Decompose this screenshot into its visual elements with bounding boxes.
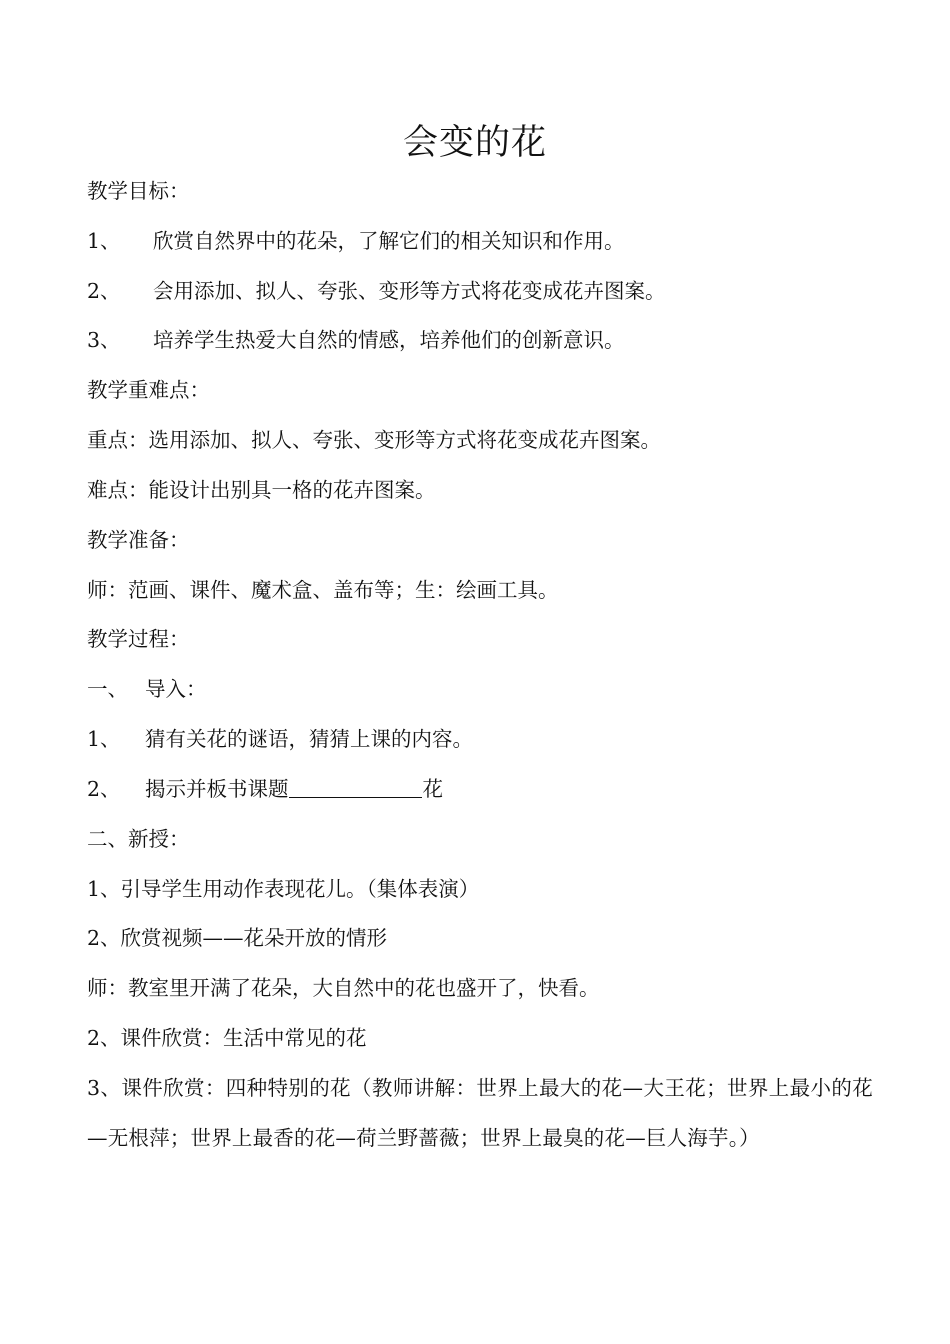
new-lesson-line: 2、课件欣赏：生活中常见的花 [87, 1026, 367, 1050]
list-number: 1、 [87, 229, 121, 253]
objective-item [87, 276, 877, 306]
list-number: 3、 [87, 328, 121, 352]
section-label: 导入： [145, 677, 207, 701]
process-heading: 教学过程： [87, 627, 190, 651]
intro-item [87, 724, 877, 754]
focus-point: 重点：选用添加、拟人、夸张、变形等方式将花变成花卉图案。 [87, 428, 661, 452]
list-item-text: 培养学生热爱大自然的情感，培养他们的创新意识。 [153, 328, 625, 352]
objective-item [87, 325, 877, 355]
page-title: 会变的花 [402, 123, 547, 163]
new-lesson-heading: 二、新授： [87, 827, 190, 851]
section-number: 一、 [87, 677, 128, 701]
fill-in-blank [289, 777, 422, 798]
list-number: 1、 [87, 727, 121, 751]
list-item-text: 猜有关花的谜语，猜猜上课的内容。 [145, 727, 473, 751]
preparation-heading: 教学准备： [87, 528, 190, 552]
list-number: 2、 [87, 279, 121, 303]
intro-heading [87, 674, 877, 704]
difficulty-point: 难点：能设计出别具一格的花卉图案。 [87, 478, 436, 502]
intro-item [87, 774, 877, 804]
list-number: 2、 [87, 777, 121, 801]
new-lesson-line: 2、欣赏视频——花朵开放的情形 [87, 926, 388, 950]
new-lesson-paragraph: 3、课件欣赏：四种特别的花（教师讲解：世界上最大的花—大王花；世界上最小的花—无根萍；世界上最香的花—荷兰野蔷薇；世界上最臭的花—巨人海芋。） [87, 1076, 873, 1150]
objectives-heading: 教学目标： [87, 179, 190, 203]
blank-suffix: 花 [422, 777, 443, 801]
key-points-heading: 教学重难点： [87, 378, 210, 402]
preparation-text: 师：范画、课件、魔术盒、盖布等；生：绘画工具。 [87, 578, 559, 602]
objective-item [87, 226, 877, 256]
list-item-text: 会用添加、拟人、夸张、变形等方式将花变成花卉图案。 [153, 279, 666, 303]
list-item-text: 揭示并板书课题 [145, 777, 289, 801]
new-lesson-line: 师：教室里开满了花朵，大自然中的花也盛开了，快看。 [87, 976, 600, 1000]
list-item-text: 欣赏自然界中的花朵，了解它们的相关知识和作用。 [153, 229, 625, 253]
new-lesson-line: 1、引导学生用动作表现花儿。（集体表演） [87, 877, 480, 901]
